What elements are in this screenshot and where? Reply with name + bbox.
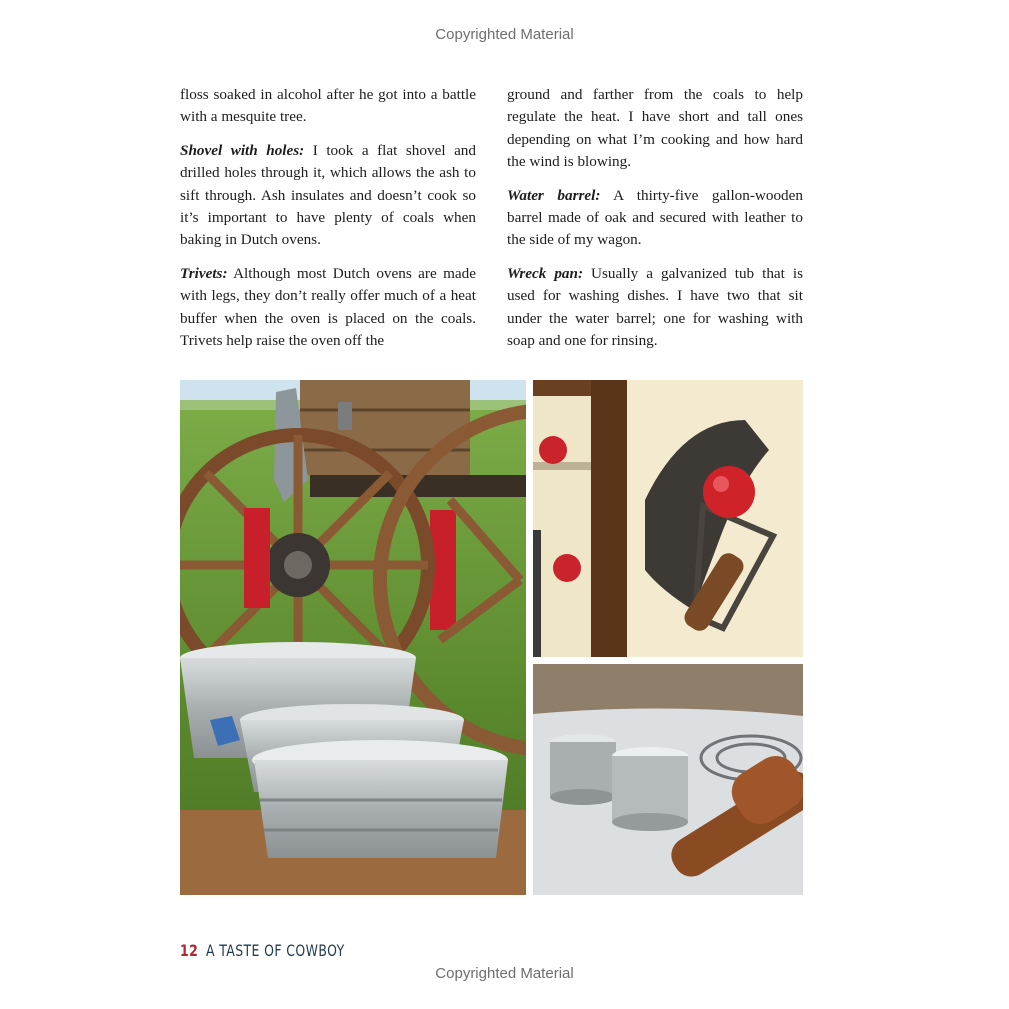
paragraph-trivets: Trivets: Although most Dutch ovens are made with legs, they don’t really offer much of a heat buffer when the oven is placed on the coals. Trivets help raise the oven off the xyxy=(180,264,476,350)
photo-wagon-tubs xyxy=(180,380,526,895)
photo-chopper-drawers xyxy=(533,380,803,657)
term-water-barrel: Water barrel: xyxy=(507,186,601,204)
footer-running-head xyxy=(180,941,345,960)
paragraph: floss soaked in alcohol after he got into a battle with a mesquite tree. xyxy=(180,86,476,126)
paragraph: ground and farther from the coals to help regulate the heat. I have short and tall ones depending on what I’m cooking and how hard the wind is blowing. xyxy=(507,86,803,171)
paragraph-water-barrel: Water barrel: A thirty-five gallon-wooden barrel made of oak and secured with leather to the side of my wagon. xyxy=(507,186,803,249)
paragraph-shovel: Shovel with holes: I took a flat shovel and drilled holes through it, which allows the ash to sift through. Ash insulates and doesn’t cook so it’s important to have plenty of coals when baking in Dutch ovens. xyxy=(180,141,476,249)
page-number: 12 xyxy=(180,941,199,960)
header-copyright: Copyrighted Material xyxy=(435,26,574,43)
paragraph-wreck-pan: Wreck pan: Usually a galvanized tub that is used for washing dishes. I have two that sit under the water barrel; one for washing with soap and one for rinsing. xyxy=(507,264,804,350)
footer-copyright: Copyrighted Material xyxy=(435,965,574,982)
book-title: A TASTE OF COWBOY xyxy=(205,941,345,960)
term-shovel: Shovel with holes: xyxy=(180,141,305,159)
text-column-right xyxy=(507,84,803,363)
photo-baking-tools xyxy=(533,664,803,895)
term-trivets: Trivets: xyxy=(180,264,228,282)
term-wreck-pan: Wreck pan: xyxy=(507,264,584,282)
text-column-left xyxy=(180,84,476,363)
